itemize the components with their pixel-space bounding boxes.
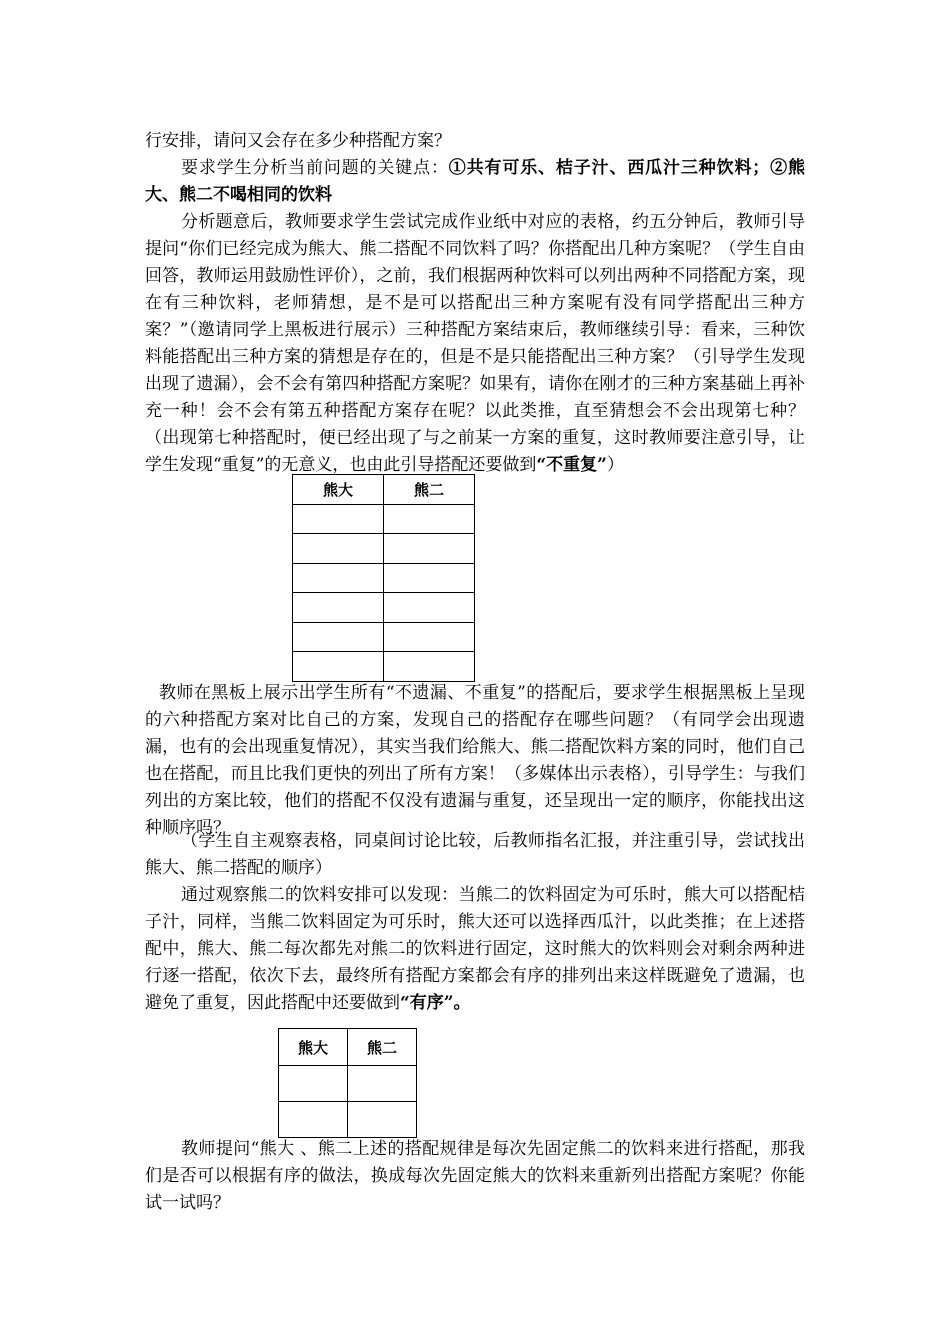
table-header-row xyxy=(279,1029,417,1066)
paragraph-teacher-question xyxy=(145,1136,805,1217)
table-cell xyxy=(279,1066,348,1102)
column-header-xionger: 熊二 xyxy=(348,1029,417,1066)
table-cell xyxy=(293,504,384,534)
table-cell xyxy=(384,652,475,682)
pairing-table-2 xyxy=(278,1028,417,1138)
table-cell xyxy=(293,622,384,652)
paragraph-text: 行安排，请问又会存在多少种搭配方案？ xyxy=(145,131,451,151)
table-cell xyxy=(384,534,475,564)
paragraph-text: 分析题意后，教师要求学生尝试完成作业纸中对应的表格，约五分钟后，教师引导提问“你们已经完成为熊大、熊二搭配不同饮料了吗？你搭配出几种方案呢？（学生自由回答，教师运用鼓励性评价），之前，我们根据两种饮料可以列出两种不同搭配方案，现在有三种饮料，老师猜想，是不是可以搭配出三种方案呢有没有同学搭配出三种方案？”（邀请同学上黑板进行展示）三种搭配方案结束后，教师继续引导：看来，三种饮料能搭配出三种方案的猜想是存在的，但是不是只能搭配出三种方案？（引导学生发现出现了遗漏），会不会有第四种搭配方案呢？如果有，请你在刚才的三种方案基础上再补充一种！会不会有第五种搭配方案存在呢？以此类推，直至猜想会不会出现第七种？（出现第七种搭配时，便已经出现了与之前某一方案的重复，这时教师要注意引导，让学生发现“重复”的无意义，也由此引导搭配还要做到 xyxy=(145,212,805,475)
table-cell xyxy=(293,593,384,623)
paragraph-text-end: ） xyxy=(606,455,624,475)
table-cell xyxy=(348,1102,417,1138)
table-row xyxy=(293,622,475,652)
ordered-bold: “有序”。 xyxy=(400,993,471,1013)
table-cell xyxy=(384,622,475,652)
column-header-xionger: 熊二 xyxy=(384,475,475,505)
paragraph-student-observe xyxy=(145,828,805,882)
table-row xyxy=(279,1066,417,1102)
paragraph-observation xyxy=(145,882,805,1017)
table-row xyxy=(293,534,475,564)
table-cell xyxy=(293,563,384,593)
column-header-xiongda: 熊大 xyxy=(279,1029,348,1066)
table-cell xyxy=(384,504,475,534)
paragraph-text: 要求学生分析当前问题的关键点： xyxy=(181,158,449,178)
table-cell xyxy=(279,1102,348,1138)
table-cell xyxy=(293,534,384,564)
paragraph-text: 通过观察熊二的饮料安排可以发现：当熊二的饮料固定为可乐时，熊大可以搭配桔子汁，同样，当熊二饮料固定为可乐时，熊大还可以选择西瓜汁，以此类推；在上述搭配中，熊大、熊二每次都先对熊二的饮料进行固定，这时熊大的饮料则会对剩余两种进行逐一搭配，依次下去，最终所有搭配方案都会有序的排列出来这样既避免了遗漏，也避免了重复，因此搭配中还要做到 xyxy=(145,885,805,1013)
paragraph-intro-end xyxy=(145,128,805,155)
column-header-xiongda: 熊大 xyxy=(293,475,384,505)
table-row xyxy=(279,1102,417,1138)
paragraph-text: 教师在黑板上展示出学生所有“不遗漏、不重复”的搭配后，要求学生根据黑板上呈现的六种搭配方案对比自己的方案，发现自己的搭配存在哪些问题？（有同学会出现遗漏，也有的会出现重复情况），其实当我们给熊大、熊二搭配饮料方案的同时，他们自己也在搭配，而且比我们更快的列出了所有方案！（多媒体出示表格），引导学生：与我们列出的方案比较，他们的搭配不仅没有遗漏与重复，还呈现出一定的顺序，你能找出这种顺序吗？ xyxy=(145,683,805,838)
paragraph-text: （学生自主观察表格，同桌间讨论比较，后教师指名汇报，并注重引导，尝试找出熊大、熊二搭配的顺序） xyxy=(145,831,805,878)
table-cell xyxy=(348,1066,417,1102)
paragraph-key-points xyxy=(145,155,805,209)
table-cell xyxy=(293,652,384,682)
no-repeat-bold: “不重复” xyxy=(536,455,607,475)
paragraph-analysis xyxy=(145,209,805,479)
table-row xyxy=(293,504,475,534)
table-row xyxy=(293,652,475,682)
pairing-table-1 xyxy=(292,474,475,682)
table-row xyxy=(293,593,475,623)
table-header-row xyxy=(293,475,475,505)
table-row xyxy=(293,563,475,593)
table-cell xyxy=(384,593,475,623)
key-points-bold: ①共有可乐、桔子汁、西瓜汁三种饮料；②熊大、熊二不喝相同的饮料 xyxy=(145,158,806,205)
paragraph-blackboard xyxy=(145,680,805,842)
table-cell xyxy=(384,563,475,593)
paragraph-text: 教师提问“熊大 、熊二上述的搭配规律是每次先固定熊二的饮料来进行搭配，那我们是否可以根据有序的做法，换成每次先固定熊大的饮料来重新列出搭配方案呢？你能试一试吗？ xyxy=(145,1139,805,1213)
